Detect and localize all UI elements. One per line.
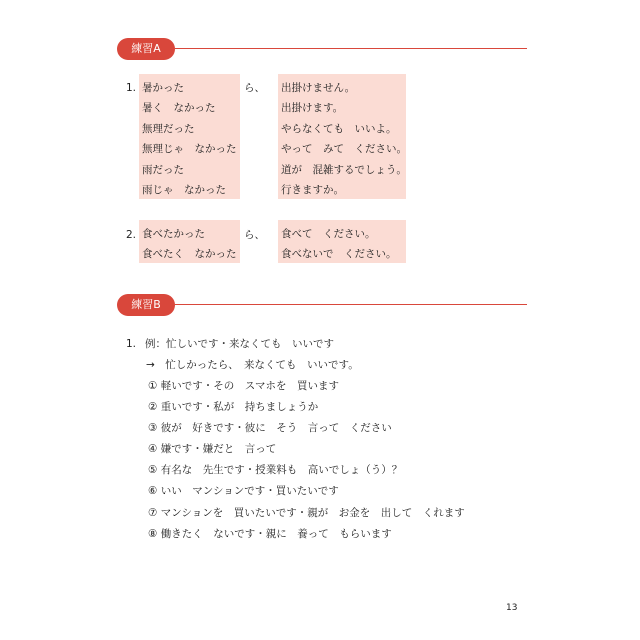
exercise-b1-item: ⑤ 有名な 先生です・授業料も 高いでしょ（う）？ [148,464,403,476]
exercise-a1-left-line: 雨だった [142,164,184,176]
exercise-b1-number: 1. [126,338,137,350]
exercise-a1-right-line: 出掛けます。 [281,102,344,114]
exercise-b1-example-answer: → 忙しかったら、 来なくても いいです。 [146,359,359,371]
exercise-a1-right-line: やらなくても いいよ。 [281,123,397,135]
exercise-a1-right-line: やって みて ください。 [281,143,407,155]
page-number: 13 [506,603,518,613]
section-a-header [117,38,527,60]
exercise-a1-number: 1. [126,82,137,94]
exercise-b1-item: ⑦ マンションを 買いたいです・親が お金を 出して くれます [148,507,465,519]
exercise-a2-right-line: 食べないで ください。 [281,248,397,260]
exercise-a2-left-line: 食べたかった [142,228,205,240]
exercise-a1-right-line: 出掛けません。 [281,82,356,94]
exercise-b1-item: ⑧ 働きたく ないです・親に 養って もらいます [148,528,392,540]
exercise-b1-item: ① 軽いです・その スマホを 買います [148,380,340,392]
exercise-a1-left-line: 暑かった [142,82,184,94]
exercise-a1-left-line: 無理じゃ なかった [142,143,237,155]
exercise-a2-left-line: 食べたく なかった [142,248,237,260]
exercise-a1-right-line: 行きますか。 [281,184,344,196]
section-b-rule [175,304,527,305]
exercise-a2-number: 2. [126,229,137,241]
exercise-b1-item: ② 重いです・私が 持ちましょうか [148,401,319,413]
exercise-b1-item: ④ 嫌です・嫌だと 言って [148,443,277,455]
exercise-a2-connector: ら、 [244,229,265,241]
exercise-a1-connector: ら、 [244,82,265,94]
exercise-a1-right-line: 道が 混雑するでしょう。 [281,164,407,176]
exercise-a2-right-line: 食べて ください。 [281,228,376,240]
section-a-rule [175,48,527,49]
section-a-title: 練習A [117,38,175,60]
exercise-b1-item: ③ 彼が 好きです・彼に そう 言って ください [148,422,392,434]
section-b-title: 練習B [117,294,175,316]
section-b-header [117,294,527,316]
exercise-b1-item: ⑥ いい マンションです・買いたいです [148,485,339,497]
exercise-a1-left-line: 無理だった [142,123,195,135]
exercise-b1-example: 例：忙しいです・来なくても いいです [145,338,334,350]
exercise-a1-left-line: 暑く なかった [142,102,216,114]
exercise-a1-left-line: 雨じゃ なかった [142,184,226,196]
